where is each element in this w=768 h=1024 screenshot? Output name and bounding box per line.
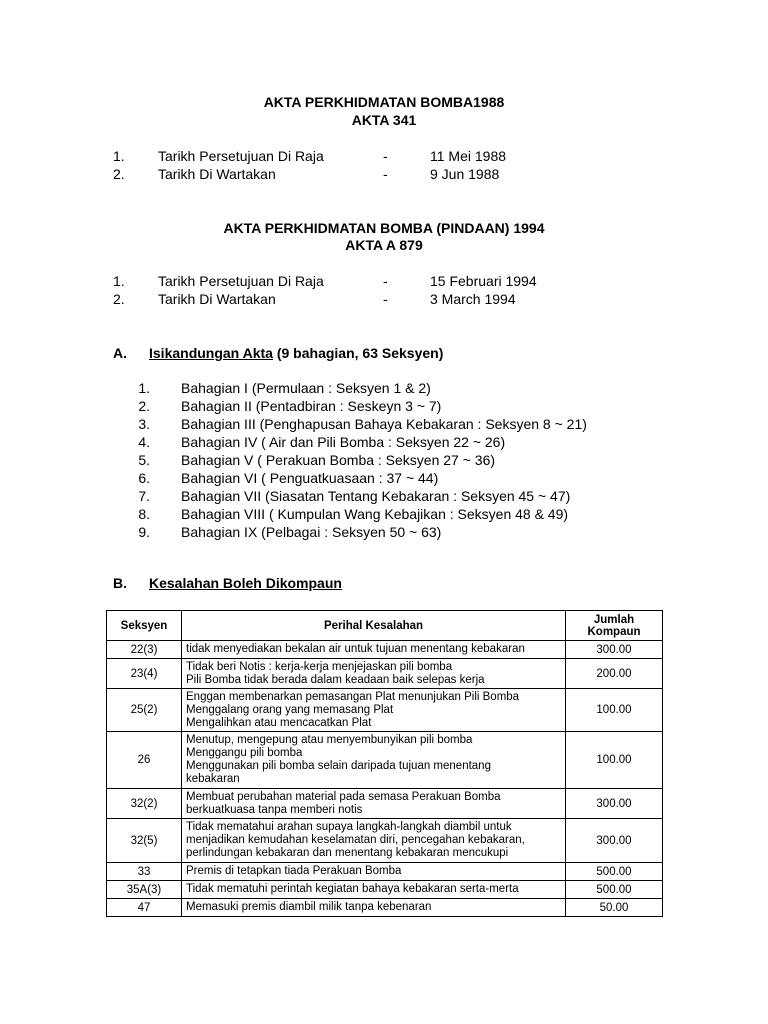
perihal-line: tidak menyediakan bekalan air untuk tujuan menentang kebakaran: [186, 643, 525, 655]
perihal-line: Menggangu pili bomba: [186, 747, 303, 759]
row-value: 11 Mei 1988: [430, 148, 507, 164]
list-item: Bahagian VIII ( Kumpulan Wang Kebajikan : Seksyen 48 & 49): [181, 506, 569, 522]
perihal-line: Menggunakan pili bomba selain daripada tujuan menentang: [186, 760, 491, 772]
row-label: Tarikh Persetujuan Di Raja: [158, 273, 324, 289]
cell-jumlah: 300.00: [566, 789, 663, 819]
list-item-number: 2.: [138, 398, 150, 414]
cell-perihal: [182, 899, 566, 917]
cell-seksyen: 32(2): [107, 789, 182, 819]
cell-seksyen: 23(4): [107, 659, 182, 689]
list-item: Bahagian VI ( Penguatkuasaan : 37 ~ 44): [181, 470, 439, 486]
list-item-number: 9.: [138, 524, 150, 540]
cell-jumlah: 200.00: [566, 659, 663, 689]
perihal-line: menjadikan kemudahan keselamatan diri, pencegahan kebakaran,: [186, 834, 525, 846]
row-value: 15 Februari 1994: [430, 273, 537, 289]
cell-jumlah: 500.00: [566, 881, 663, 899]
table-row: [107, 689, 663, 732]
cell-seksyen: 35A(3): [107, 881, 182, 899]
perihal-line: Pili Bomba tidak berada dalam keadaan baik selepas kerja: [186, 673, 485, 686]
cell-jumlah: 100.00: [566, 732, 663, 789]
section-a-letter: A.: [113, 345, 127, 361]
cell-perihal: [182, 881, 566, 899]
table-row: [107, 659, 663, 689]
perihal-line: Mengalihkan atau mencacatkan Plat: [186, 716, 372, 729]
perihal-line: Tidak beri Notis : kerja-kerja menjejaskan pili bomba: [186, 660, 453, 673]
offences-table: [106, 610, 663, 917]
list-item: Bahagian II (Pentadbiran : Seskeyn 3 ~ 7): [181, 398, 442, 414]
cell-perihal: [182, 732, 566, 789]
cell-jumlah: 50.00: [566, 899, 663, 917]
list-item-number: 4.: [138, 434, 150, 450]
header-jumlah-line2: Kompaun: [587, 625, 641, 638]
row-value: 9 Jun 1988: [430, 166, 500, 182]
perihal-line: Enggan membenarkan pemasangan Plat menunjukan Pili Bomba: [186, 690, 520, 703]
cell-seksyen: 22(3): [107, 641, 182, 659]
row-dash: -: [383, 291, 388, 307]
row-number: 2.: [113, 291, 125, 307]
table-row: [107, 863, 663, 881]
row-number: 2.: [113, 166, 125, 182]
table-row: [107, 899, 663, 917]
cell-jumlah: 300.00: [566, 819, 663, 863]
list-item: Bahagian IV ( Air dan Pili Bomba : Seksyen 22 ~ 26): [181, 434, 506, 450]
section-b-title: Kesalahan Boleh Dikompaun: [149, 575, 342, 591]
list-item-number: 1.: [138, 380, 150, 396]
perihal-line: Menutup, mengepung atau menyembunyikan pili bomba: [186, 734, 473, 746]
section-a-heading: [149, 345, 443, 361]
table-row: [107, 819, 663, 863]
cell-seksyen: 33: [107, 863, 182, 881]
row-dash: -: [383, 166, 388, 182]
perihal-line: Premis di tetapkan tiada Perakuan Bomba: [186, 865, 402, 877]
list-item: Bahagian VII (Siasatan Tentang Kebakaran : Seksyen 45 ~ 47): [181, 488, 571, 504]
cell-jumlah: 300.00: [566, 641, 663, 659]
cell-seksyen: 26: [107, 732, 182, 789]
list-item-number: 5.: [138, 452, 150, 468]
cell-perihal: [182, 789, 566, 819]
row-label: Tarikh Di Wartakan: [158, 291, 276, 307]
row-label: Tarikh Di Wartakan: [158, 166, 276, 182]
row-dash: -: [383, 273, 388, 289]
cell-seksyen: 25(2): [107, 689, 182, 732]
list-item-number: 6.: [138, 470, 150, 486]
act2-subtitle: AKTA A 879: [345, 237, 423, 253]
perihal-line: berkuatkuasa tanpa memberi notis: [186, 803, 363, 816]
row-number: 1.: [113, 148, 125, 164]
section-a-title-rest: (9 bahagian, 63 Seksyen): [272, 345, 444, 361]
row-dash: -: [383, 148, 388, 164]
list-item: Bahagian I (Permulaan : Seksyen 1 & 2): [181, 380, 431, 396]
list-item-number: 7.: [138, 488, 150, 504]
cell-perihal: [182, 659, 566, 689]
table-row: [107, 881, 663, 899]
perihal-line: Memasuki premis diambil milik tanpa kebenaran: [186, 901, 432, 913]
list-item: Bahagian III (Penghapusan Bahaya Kebakaran : Seksyen 8 ~ 21): [181, 416, 587, 432]
list-item: Bahagian IX (Pelbagai : Seksyen 50 ~ 63): [181, 524, 442, 540]
cell-perihal: [182, 819, 566, 863]
cell-jumlah: 100.00: [566, 689, 663, 732]
cell-jumlah: 500.00: [566, 863, 663, 881]
header-perihal: Perihal Kesalahan: [182, 611, 566, 641]
list-item-number: 8.: [138, 506, 150, 522]
table-row: [107, 789, 663, 819]
cell-perihal: [182, 863, 566, 881]
section-b-letter: B.: [113, 575, 127, 591]
cell-seksyen: 47: [107, 899, 182, 917]
cell-perihal: [182, 641, 566, 659]
list-item-number: 3.: [138, 416, 150, 432]
table-row: [107, 732, 663, 789]
cell-perihal: [182, 689, 566, 732]
perihal-line: Membuat perubahan material pada semasa Perakuan Bomba: [186, 790, 501, 803]
act1-title: AKTA PERKHIDMATAN BOMBA1988: [263, 94, 505, 110]
cell-seksyen: 32(5): [107, 819, 182, 863]
section-a-title: Isikandungan Akta: [149, 345, 273, 361]
perihal-line: kebakaran: [186, 773, 240, 785]
act2-title: AKTA PERKHIDMATAN BOMBA (PINDAAN) 1994: [223, 220, 545, 236]
table-row: [107, 641, 663, 659]
row-label: Tarikh Persetujuan Di Raja: [158, 148, 324, 164]
header-seksyen: Seksyen: [107, 611, 182, 641]
row-number: 1.: [113, 273, 125, 289]
act1-subtitle: AKTA 341: [351, 112, 417, 128]
table-header-row: [107, 611, 663, 641]
row-value: 3 March 1994: [430, 291, 516, 307]
header-jumlah: [566, 611, 663, 641]
header-jumlah-line1: Jumlah: [593, 613, 635, 626]
list-item: Bahagian V ( Perakuan Bomba : Seksyen 27 ~ 36): [181, 452, 496, 468]
perihal-line: perlindungan kebakaran dan menentang kebakaran mencukupi: [186, 847, 509, 859]
perihal-line: Tidak mematahui arahan supaya langkah-langkah diambil untuk: [186, 821, 512, 833]
perihal-line: Menggalang orang yang memasang Plat: [186, 703, 394, 716]
perihal-line: Tidak mematuhi perintah kegiatan bahaya kebakaran serta-merta: [186, 883, 519, 895]
